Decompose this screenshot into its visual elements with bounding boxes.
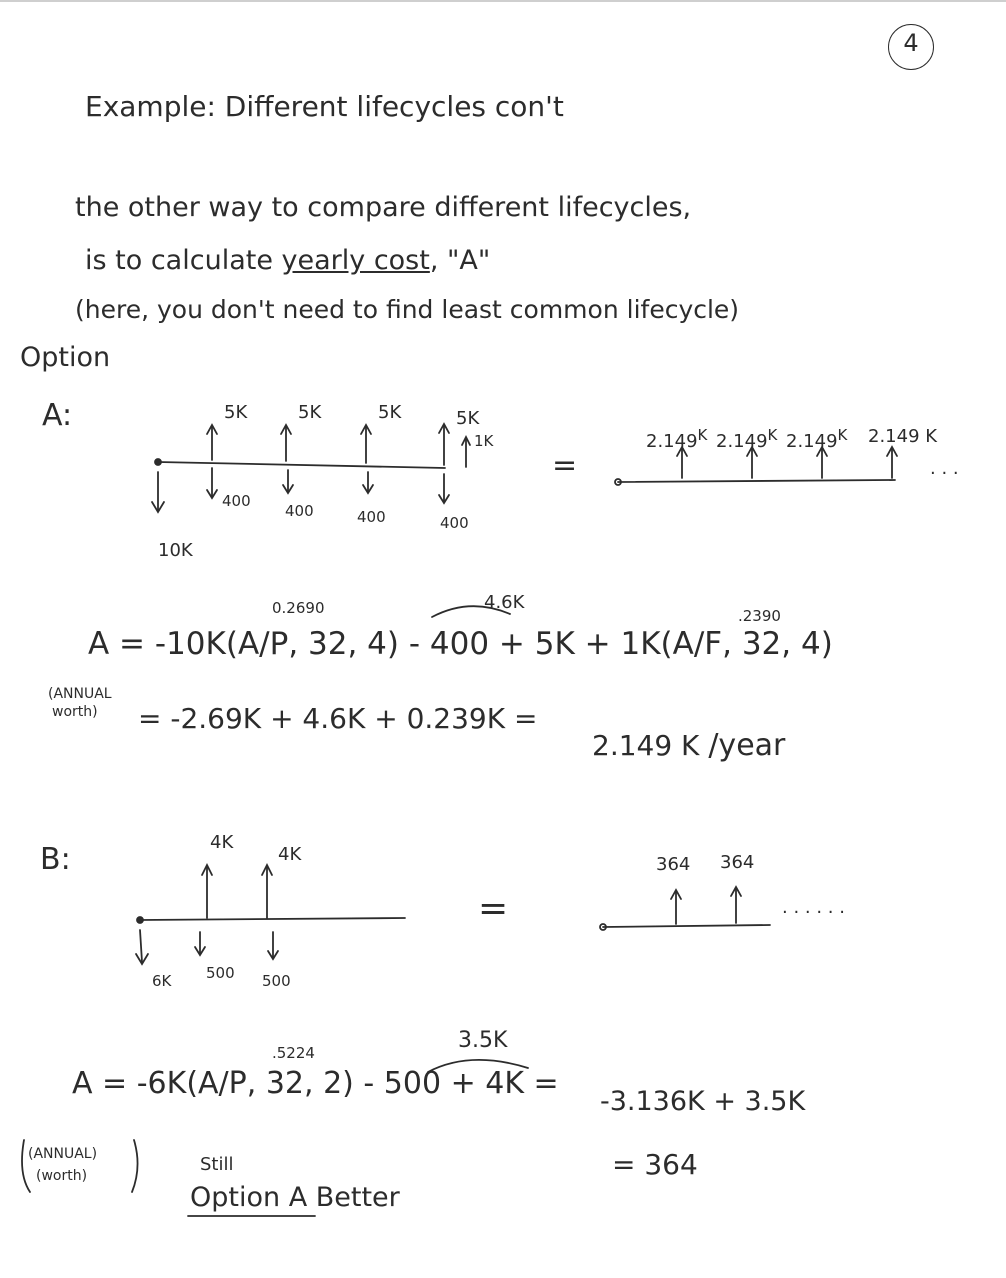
intro-line-2a: is to calculate xyxy=(85,245,282,276)
option-b-equation: A = -6K(A/P, 32, 2) - 500 + 4K = xyxy=(72,1066,559,1101)
option-b-label: B: xyxy=(40,842,71,877)
option-b-result: = 364 xyxy=(612,1148,698,1181)
option-a-start-dot xyxy=(155,459,161,465)
yearly-cost: yearly cost xyxy=(281,245,430,276)
option-a-equation: A = -10K(A/P, 32, 4) - 400 + 5K + 1K(A/F, 32, 4) xyxy=(88,626,833,662)
option-a-up-label-2: 5K xyxy=(298,402,322,423)
option-a-salvage-label: 1K xyxy=(474,432,494,450)
page-number: 4 xyxy=(903,29,919,57)
intro-line-3: (here, you don't need to find least common lifecycle) xyxy=(75,295,740,324)
option-a-ellipsis: . . . xyxy=(930,458,959,479)
option-a-annual-label-3: $2.149^K$ xyxy=(786,426,848,452)
option-a-result: 2.149 K /year xyxy=(592,728,786,763)
option-b-factor-2: 3.5K xyxy=(458,1028,508,1053)
option-b-initial-arrow xyxy=(140,930,142,962)
option-b-factor-1: .5224 xyxy=(272,1044,315,1062)
option-a-factor-2: 4.6K xyxy=(484,592,525,613)
option-b-note-line-1: (ANNUAL) xyxy=(28,1146,98,1162)
option-b-equation-rhs: -3.136K + 3.5K xyxy=(600,1086,806,1117)
option-a-initial-label: 10K xyxy=(158,540,193,561)
option-b-up-label-1: 4K xyxy=(210,832,234,853)
option-a-note-line-2: worth) xyxy=(52,704,98,720)
option-b-annual-label-2: 364 xyxy=(720,852,755,873)
intro-line-2c: , "A" xyxy=(429,245,491,276)
option-a-timeline xyxy=(158,462,445,468)
option-heading: Option xyxy=(20,342,111,373)
option-a-down-label-3: 400 xyxy=(357,508,386,526)
option-b-initial-label: 6K xyxy=(152,972,172,990)
option-a-up-label-1: 5K xyxy=(224,402,248,423)
option-b-annual-label-1: 364 xyxy=(656,854,691,875)
option-a-equals: = xyxy=(552,448,578,483)
option-b-ellipsis: . . . . . . xyxy=(782,897,845,918)
option-b-annual-timeline xyxy=(603,925,770,927)
option-a-equation-line-2: = -2.69K + 4.6K + 0.239K = xyxy=(138,702,538,735)
option-a-down-label-2: 400 xyxy=(285,502,314,520)
option-a-up-label-3: 5K xyxy=(378,402,402,423)
page-title: Example: Different lifecycles con't xyxy=(85,90,564,123)
option-a-annual-label-2: $2.149^K$ xyxy=(716,426,778,452)
option-a-note-line-1: (ANNUAL xyxy=(48,686,112,702)
option-b-timeline xyxy=(140,918,405,920)
option-a-down-label-4: 400 xyxy=(440,514,469,532)
option-a-factor-3: .2390 xyxy=(738,607,781,625)
option-b-note-line-2: (worth) xyxy=(36,1168,88,1184)
option-b-up-label-2: 4K xyxy=(278,844,302,865)
option-a-annual-label-4: 2.149 K xyxy=(868,426,938,447)
option-b-equals: = xyxy=(478,888,509,929)
conclusion-text: Option A Better xyxy=(190,1182,400,1213)
option-a-factor-1: 0.2690 xyxy=(272,599,325,617)
option-a-annual-timeline xyxy=(618,480,895,482)
option-b-down-label-1: 500 xyxy=(206,964,235,982)
intro-line-1: the other way to compare different lifecycles, xyxy=(75,192,692,223)
still-text: Still xyxy=(200,1154,234,1175)
option-b-down-label-2: 500 xyxy=(262,972,291,990)
option-a-up-label-4: 5K xyxy=(456,408,480,429)
option-a-label: A: xyxy=(42,398,73,433)
option-a-down-label-1: 400 xyxy=(222,492,251,510)
option-a-annual-label-1: $2.149^K$ xyxy=(646,426,708,452)
